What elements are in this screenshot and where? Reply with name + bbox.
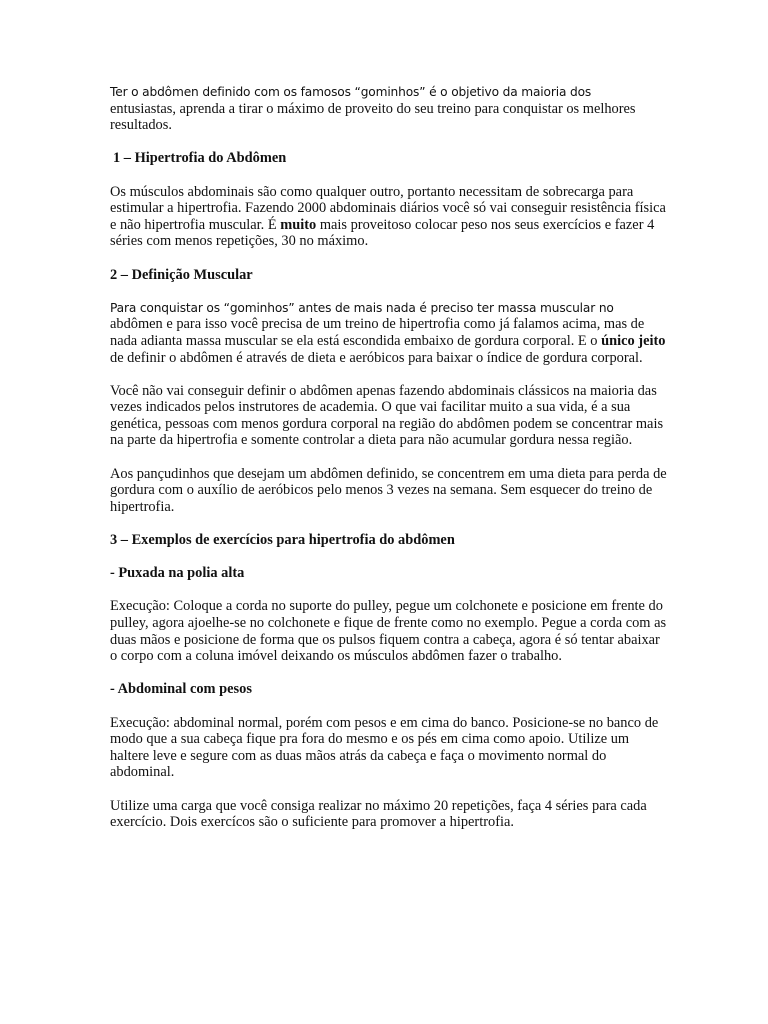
section2-text-before: abdômen e para isso você precisa de um treino de hipertrofia como já falamos acima, mas de nada adianta massa muscular se ela está escondida embaixo de gordura corporal. E o — [110, 316, 645, 349]
section1-paragraph — [110, 184, 670, 250]
exercise1-title: - Puxada na polia alta — [110, 565, 245, 582]
document-page — [110, 84, 670, 847]
section1-text-before: Os músculos abdominais são como qualquer outro, portanto necessitam de sobrecarga para estimular a hipertrofia. Fazendo 2000 abdominais diários você só vai conseguir resistência física e não hipertrofia muscular. É — [110, 183, 666, 233]
section3-heading: 3 – Exemplos de exercícios para hipertrofia do abdômen — [110, 532, 455, 549]
section2-text-after: de definir o abdômen é através de dieta e aeróbicos para baixar o índice de gordura corporal. — [110, 349, 643, 366]
intro-lead-text: Ter o abdômen definido com os famosos “gominhos” é o objetivo da maioria dos — [110, 85, 592, 99]
exercise2-title: - Abdominal com pesos — [110, 681, 252, 698]
intro-rest-text: entusiastas, aprenda a tirar o máximo de proveito do seu treino para conquistar os melhores resultados. — [110, 100, 636, 134]
section2-paragraph-2: Você não vai conseguir definir o abdômen apenas fazendo abdominais clássicos na maioria das vezes indicados pelos instrutores de academia. O que vai facilitar muito a sua vida, é a sua genética, pessoas com menos gordura corporal na região do abdômen podem se concentrar mais na parte da hipertrofia e somente controlar a dieta para não acumular gordura nessa região. — [110, 382, 664, 449]
section2-bold-text: único jeito — [601, 332, 666, 349]
section1-heading: 1 – Hipertrofia do Abdômen — [113, 150, 287, 167]
section2-heading: 2 – Definição Muscular — [110, 266, 253, 283]
section2-paragraph-1 — [110, 300, 670, 366]
section2-paragraph-3: Aos pançudinhos que desejam um abdômen definido, se concentrem em uma dieta para perda de gordura com o auxílio de aeróbicos pelo menos 3 vezes na semana. Sem esquecer do treino de hipertrofia. — [110, 465, 667, 515]
section1-text-after: mais proveitoso colocar peso nos seus exercícios e fazer 4 séries com menos repetições, 30 no máximo. — [110, 216, 655, 250]
closing-paragraph: Utilize uma carga que você consiga realizar no máximo 20 repetições, faça 4 séries para cada exercício. Dois exercícos são o suficiente para promover a hipertrofia. — [110, 797, 647, 831]
exercise1-text: Execução: Coloque a corda no suporte do pulley, pegue um colchonete e posicione em frente do pulley, agora ajoelhe-se no colchonete e fique de frente como no exemplo. Pegue a corda com as duas mãos e posicione de forma que os pulsos fiquem contra a cabeça, agora é só tentar abaixar o corpo com a coluna imóvel deixando os músculos abdômen fazer o trabalho. — [110, 598, 667, 665]
section2-lead-text: Para conquistar os “gominhos” antes de mais nada é preciso ter massa muscular no — [110, 300, 614, 315]
exercise2-text: Execução: abdominal normal, porém com pesos e em cima do banco. Posicione-se no banco de modo que a sua cabeça fique pra fora do mesmo e os pés em cima como apoio. Utilize um haltere leve e segure com as duas mãos atrás da cabeça e faça o movimento normal do abdominal. — [110, 714, 659, 781]
intro-paragraph — [110, 84, 670, 134]
section1-bold-text: muito — [280, 216, 317, 233]
